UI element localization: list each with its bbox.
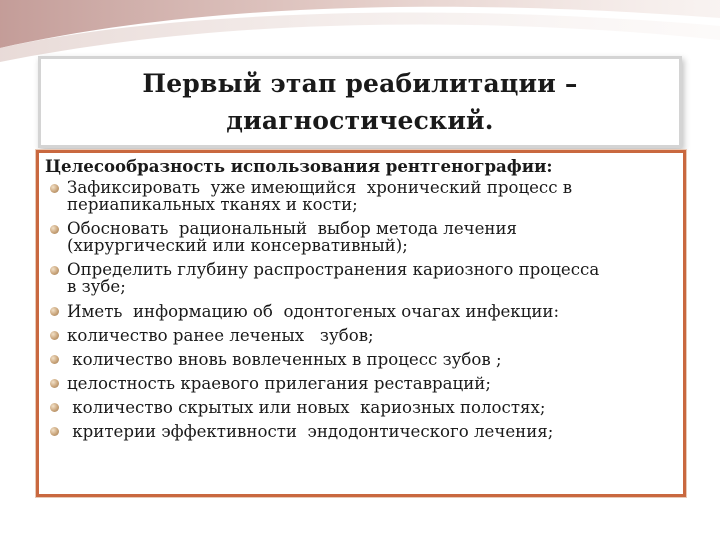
bullet-icon [50, 307, 59, 316]
list-item [45, 420, 673, 444]
title-line-2: диагностический. [226, 106, 494, 135]
list-item [45, 177, 673, 218]
title-line-1: Первый этап реабилитации – [142, 69, 578, 98]
list-item-text: количество скрытых или новых кариозных полостях; [67, 398, 546, 417]
list-item [45, 348, 673, 372]
list-item [45, 300, 673, 324]
bullet-icon [50, 331, 59, 340]
bullet-icon [50, 225, 59, 234]
list-item-text: целостность краевого прилегания реставраций; [67, 374, 491, 393]
list-item-text: критерии эффективности эндодонтического лечения; [67, 422, 554, 441]
list-item-text: Определить глубину распространения кариозного процесса [67, 260, 600, 279]
content-box [36, 150, 686, 497]
list-item-text: количество вновь вовлеченных в процесс зубов ; [67, 350, 502, 369]
list-item-text: (хирургический или консервативный); [67, 236, 408, 255]
list-item [45, 259, 673, 300]
bullet-icon [50, 355, 59, 364]
bullet-list [45, 177, 673, 444]
page-title [142, 65, 577, 139]
bullet-icon [50, 403, 59, 412]
list-item-text: Иметь информацию об одонтогеных очагах инфекции: [67, 302, 560, 321]
bullet-icon [50, 266, 59, 275]
bullet-icon [50, 184, 59, 193]
list-item [45, 396, 673, 420]
list-item-text: количество ранее леченых зубов; [67, 326, 374, 345]
bullet-icon [50, 379, 59, 388]
list-item [45, 218, 673, 259]
list-item-text: периапикальных тканях и кости; [67, 195, 358, 214]
list-item-text: в зубе; [67, 277, 126, 296]
list-item-text: Обосновать рациональный выбор метода лечения [67, 219, 518, 238]
list-item [45, 324, 673, 348]
bullet-icon [50, 427, 59, 436]
title-box [38, 56, 682, 148]
list-item [45, 372, 673, 396]
section-heading: Целесообразность использования рентгенографии: [45, 156, 553, 176]
list-item-text: Зафиксировать уже имеющийся хронический процесс в [67, 178, 573, 197]
